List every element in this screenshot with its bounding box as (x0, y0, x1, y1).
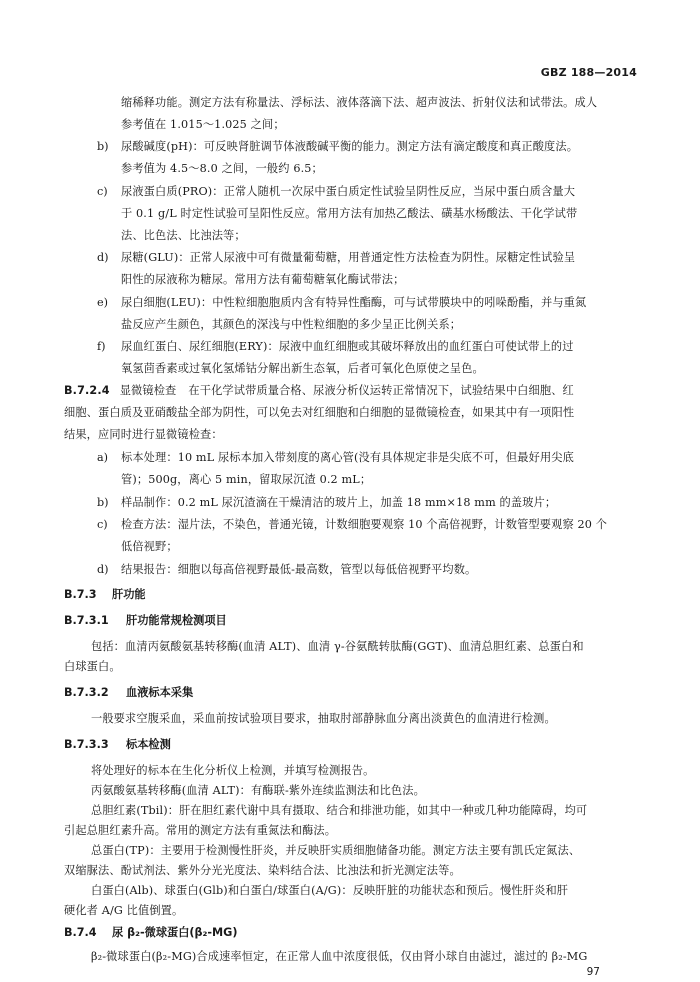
list-item-line: 尿糖(GLU)：正常人尿液中可有微量葡萄糖，用普通定性方法检查为阴性。尿糖定性试验呈 (121, 251, 576, 264)
paragraph-line: 白蛋白(Alb)、球蛋白(Glb)和白蛋白/球蛋白(A/G)：反映肝脏的功能状态和预后。慢性肝炎和肝 (91, 884, 569, 897)
paragraph-line: 缩稀释功能。测定方法有称量法、浮标法、液体落滴下法、超声波法、折射仪法和试带法。成人 (121, 96, 598, 109)
list-label: e) (97, 296, 108, 309)
list-label: c) (97, 518, 108, 531)
paragraph-line: 总蛋白(TP)：主要用于检测慢性肝炎，并反映肝实质细胞储备功能。测定方法主要有凯氏定氮法、 (91, 844, 581, 857)
subsection-heading (64, 686, 193, 700)
list-item-line: 标本处理：10 mL 尿标本加入带刻度的离心管(没有具体规定非是尖底不可，但最好用尖底 (121, 451, 574, 464)
list-item-line: 结果报告：细胞以每高倍视野最低-最高数，管型以每低倍视野平均数。 (121, 563, 477, 576)
paragraph-line: 一般要求空腹采血，采血前按试验项目要求，抽取肘部静脉血分离出淡黄色的血清进行检测。 (91, 712, 556, 725)
section-title: 肝功能 (112, 588, 146, 601)
section-title: 尿 β₂-微球蛋白(β₂-MG) (112, 926, 238, 939)
paragraph-line: 在干化学试带质量合格、尿液分析仪运转正常情况下，试验结果中白细胞、红 (188, 384, 574, 397)
page-number: 97 (586, 966, 600, 978)
list-label: b) (97, 140, 109, 153)
paragraph-line: 引起总胆红素升高。常用的测定方法有重氮法和酶法。 (64, 824, 337, 837)
section-number: B.7.2.4 (64, 384, 110, 397)
list-label: f) (97, 340, 106, 353)
section-heading (64, 926, 237, 940)
list-item-line: 氧氢茴香素或过氧化氢烯钴分解出新生态氧，后者可氧化色原使之呈色。 (121, 362, 484, 375)
section-heading-inline (64, 384, 574, 398)
list-item-line: 尿血红蛋白、尿红细胞(ERY)：尿液中血红细胞或其破坏释放出的血红蛋白可使试带上的过 (121, 340, 574, 353)
list-label: d) (97, 251, 109, 264)
list-label: d) (97, 563, 109, 576)
standard-code: GBZ 188—2014 (540, 66, 637, 79)
paragraph-line: 总胆红素(Tbil)：肝在胆红素代谢中具有摄取、结合和排泄功能，如其中一种或几种功能障碍，均可 (91, 804, 588, 817)
section-number: B.7.4 (64, 926, 97, 939)
section-title: 显微镜检查 (119, 384, 177, 397)
paragraph-line: 白球蛋白。 (64, 660, 121, 673)
subsection-heading (64, 738, 171, 752)
list-item-line: 阳性的尿液称为糖尿。常用方法有葡萄糖氧化酶试带法； (121, 273, 405, 286)
section-title: 肝功能常规检测项目 (126, 614, 227, 627)
subsection-heading (64, 614, 227, 628)
list-item-line: 样品制作：0.2 mL 尿沉渣滴在干燥清洁的玻片上，加盖 18 mm×18 mm 的盖玻片； (121, 496, 557, 509)
list-item-line: 尿液蛋白质(PRO)：正常人随机一次尿中蛋白质定性试验呈阴性反应，当尿中蛋白质含量大 (121, 185, 576, 198)
paragraph-line: 丙氨酸氨基转移酶(血清 ALT)：有酶联-紫外连续监测法和比色法。 (91, 784, 425, 797)
paragraph-line: 参考值在 1.015～1.025 之间； (121, 118, 285, 131)
list-label: c) (97, 185, 108, 198)
section-number: B.7.3.1 (64, 614, 109, 627)
paragraph-line: 双缩脲法、酚试剂法、紫外分光光度法、染料结合法、比浊法和折光测定法等。 (64, 864, 461, 877)
list-item-line: 尿酸碱度(pH)：可反映肾脏调节体液酸碱平衡的能力。测定方法有滴定酸度和真正酸度法。 (121, 140, 579, 153)
section-heading (64, 588, 146, 602)
section-title: 血液标本采集 (126, 686, 194, 699)
paragraph-line: 硬化者 A/G 比值倒置。 (64, 904, 184, 917)
list-item-line: 低倍视野； (121, 540, 178, 553)
paragraph-line: 包括：血清丙氨酸氨基转移酶(血清 ALT)、血清 γ-谷氨酰转肽酶(GGT)、血清总胆红素、总蛋白和 (91, 640, 584, 653)
paragraph-line: 细胞、蛋白质及亚硝酸盐全部为阴性，可以免去对红细胞和白细胞的显微镜检查，如果其中有一项阳性 (64, 406, 575, 419)
section-number: B.7.3.2 (64, 686, 109, 699)
paragraph-line: 将处理好的标本在生化分析仪上检测，并填写检测报告。 (91, 764, 375, 777)
list-item-line: 检查方法：湿片法，不染色，普通光镜，计数细胞要观察 10 个高倍视野，计数管型要观察 20 个 (121, 518, 608, 531)
section-number: B.7.3.3 (64, 738, 109, 751)
paragraph-line: β₂-微球蛋白(β₂-MG)合成速率恒定，在正常人血中浓度很低，仅由肾小球自由滤过，滤过的 β₂-MG (91, 950, 588, 963)
section-number: B.7.3 (64, 588, 97, 601)
list-label: a) (97, 451, 109, 464)
list-item-line: 于 0.1 g/L 时定性试验可呈阳性反应。常用方法有加热乙酸法、磺基水杨酸法、干化学试带 (121, 207, 578, 220)
list-item-line: 尿白细胞(LEU)：中性粒细胞胞质内含有特异性酯酶，可与试带膜块中的吲哚酚酯，并与重氮 (121, 296, 587, 309)
list-item-line: 管)；500g，离心 5 min，留取尿沉渣 0.2 mL； (121, 473, 372, 486)
paragraph-line: 结果，应同时进行显微镜检查： (64, 428, 223, 441)
section-title: 标本检测 (126, 738, 171, 751)
list-item-line: 参考值为 4.5～8.0 之间，一般约 6.5； (121, 162, 323, 175)
list-item-line: 法、比色法、比浊法等； (121, 229, 246, 242)
list-item-line: 盐反应产生颜色，其颜色的深浅与中性粒细胞的多少呈正比例关系； (121, 318, 462, 331)
list-label: b) (97, 496, 109, 509)
